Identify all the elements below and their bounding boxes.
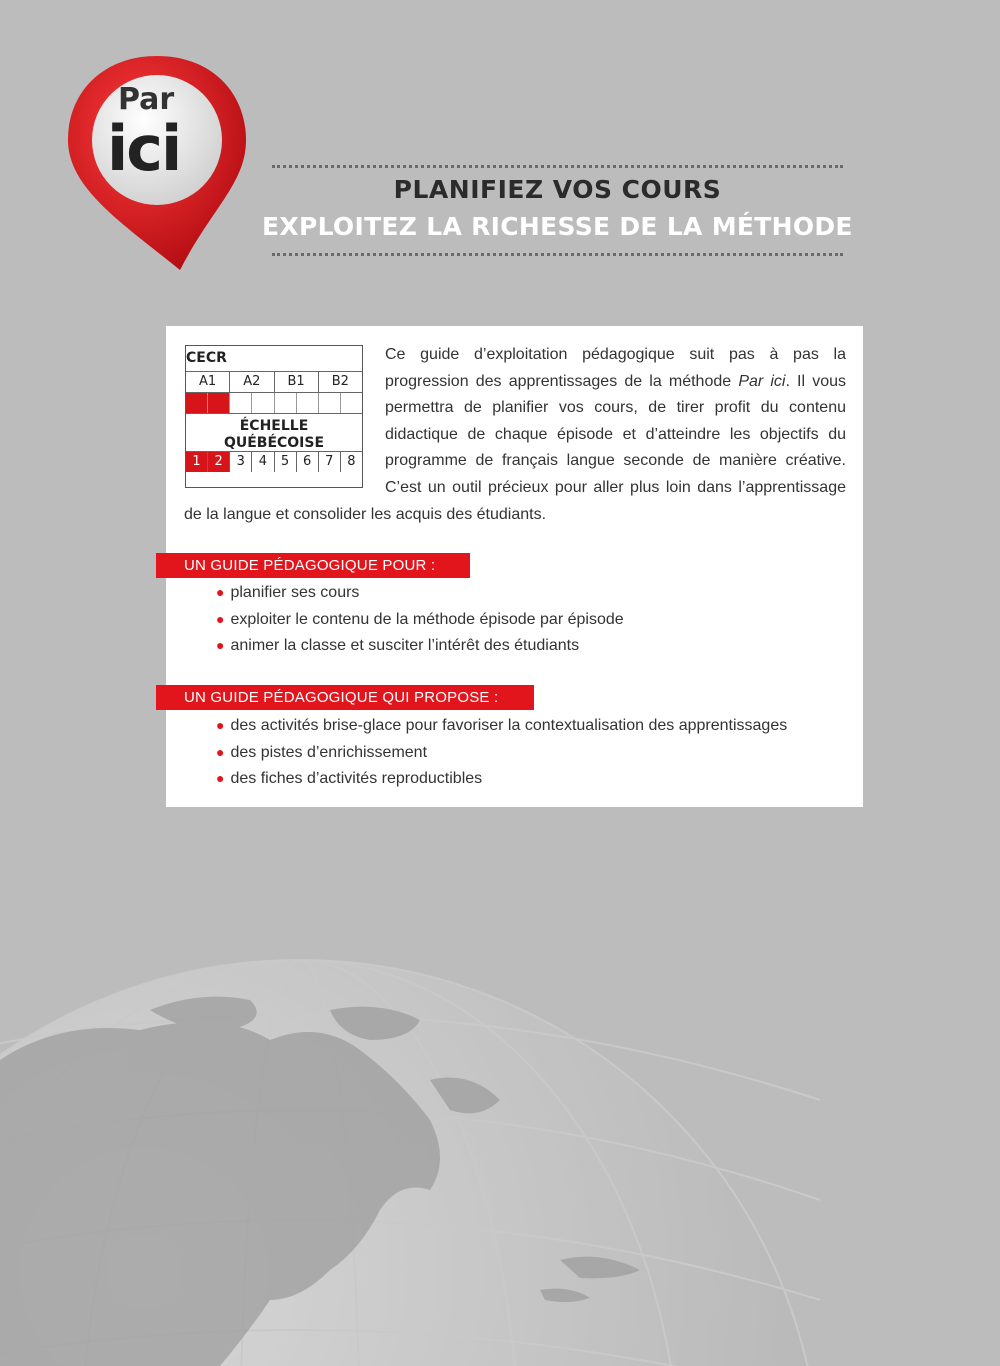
- list-item: [216, 712, 787, 739]
- cecr-heading: CECR: [186, 346, 362, 372]
- logo-word-par: Par: [118, 82, 175, 117]
- list-item: [216, 632, 624, 659]
- dotted-divider-top: [272, 165, 843, 168]
- cecr-step-empty: [297, 393, 319, 413]
- cecr-level-row: [186, 372, 362, 393]
- list-item-text: exploiter le contenu de la méthode épisode par épisode: [230, 610, 624, 628]
- bullet-icon: ●: [216, 637, 225, 654]
- echelle-level: 2: [208, 452, 230, 472]
- logo-word-ici: ici: [107, 112, 181, 185]
- bullet-icon: ●: [216, 717, 225, 733]
- intro-text-end: . Il vous permettra de planifier vos cours, de tirer profit du contenu didactique de chaque épisode et d’atteindre les objectifs du programme de français langue seconde de manière créative. C’est un outil précieux pour aller plus loin dans l’apprentissage de la langue et consolider les acquis des étudiants.: [184, 372, 847, 523]
- list-item-text: des pistes d’enrichissement: [230, 743, 428, 761]
- intro-text-start: Ce guide d’exploitation pédagogique suit pas à pas la progression des apprentissages de la méthode: [385, 346, 846, 390]
- list-item: [216, 606, 624, 633]
- bullet-icon: ●: [216, 770, 225, 787]
- list-item: [216, 739, 787, 766]
- section-heading-pour: UN GUIDE PÉDAGOGIQUE POUR :: [156, 553, 470, 578]
- echelle-level: 3: [230, 452, 252, 472]
- echelle-level: 1: [186, 452, 208, 472]
- cecr-level-b1: B1: [275, 372, 319, 392]
- method-name: Par ici: [738, 372, 786, 390]
- echelle-level: 6: [297, 452, 319, 472]
- list-item-text: des activités brise-glace pour favoriser la contextualisation des apprentissages: [230, 717, 788, 734]
- cecr-step-empty: [252, 393, 274, 413]
- echelle-level: 7: [319, 452, 341, 472]
- list-item-text: des fiches d’activités reproductibles: [230, 770, 483, 788]
- list-item-text: planifier ses cours: [230, 584, 360, 601]
- level-table: [185, 345, 363, 488]
- cecr-level-a1: A1: [186, 372, 230, 392]
- echelle-number-row: [186, 452, 362, 472]
- cecr-step-filled: [186, 393, 208, 413]
- bullet-icon: ●: [216, 584, 225, 600]
- list-item: [216, 765, 787, 792]
- list-item: [216, 579, 624, 606]
- section-heading-propose: UN GUIDE PÉDAGOGIQUE QUI PROPOSE :: [156, 685, 534, 710]
- cecr-level-b2: B2: [331, 374, 349, 389]
- cecr-step-filled: [208, 393, 230, 413]
- echelle-heading-line1: ÉCHELLE: [239, 418, 309, 434]
- echelle-heading: [186, 414, 362, 452]
- cecr-step-empty: [230, 393, 252, 413]
- dotted-divider-bottom: [272, 253, 843, 256]
- bullet-icon: ●: [216, 743, 225, 760]
- echelle-heading-line2: QUÉBÉCOISE: [223, 435, 325, 451]
- cecr-step-empty: [341, 393, 362, 413]
- echelle-level: 4: [252, 452, 274, 472]
- cecr-progress-bar: [186, 393, 362, 414]
- bullet-icon: ●: [216, 610, 225, 627]
- section-list-pour: [216, 579, 624, 659]
- echelle-level: 8: [347, 454, 356, 469]
- section-list-propose: [216, 712, 787, 792]
- cecr-step-empty: [319, 393, 341, 413]
- page-title-secondary: EXPLOITEZ LA RICHESSE DE LA MÉTHODE: [262, 212, 853, 241]
- list-item-text: animer la classe et susciter l’intérêt des étudiants: [230, 637, 580, 655]
- cecr-level-a2: A2: [230, 372, 274, 392]
- page-title-primary: PLANIFIEZ VOS COURS: [393, 175, 722, 204]
- echelle-level: 5: [275, 452, 297, 472]
- cecr-step-empty: [275, 393, 297, 413]
- intro-paragraph: [184, 342, 846, 528]
